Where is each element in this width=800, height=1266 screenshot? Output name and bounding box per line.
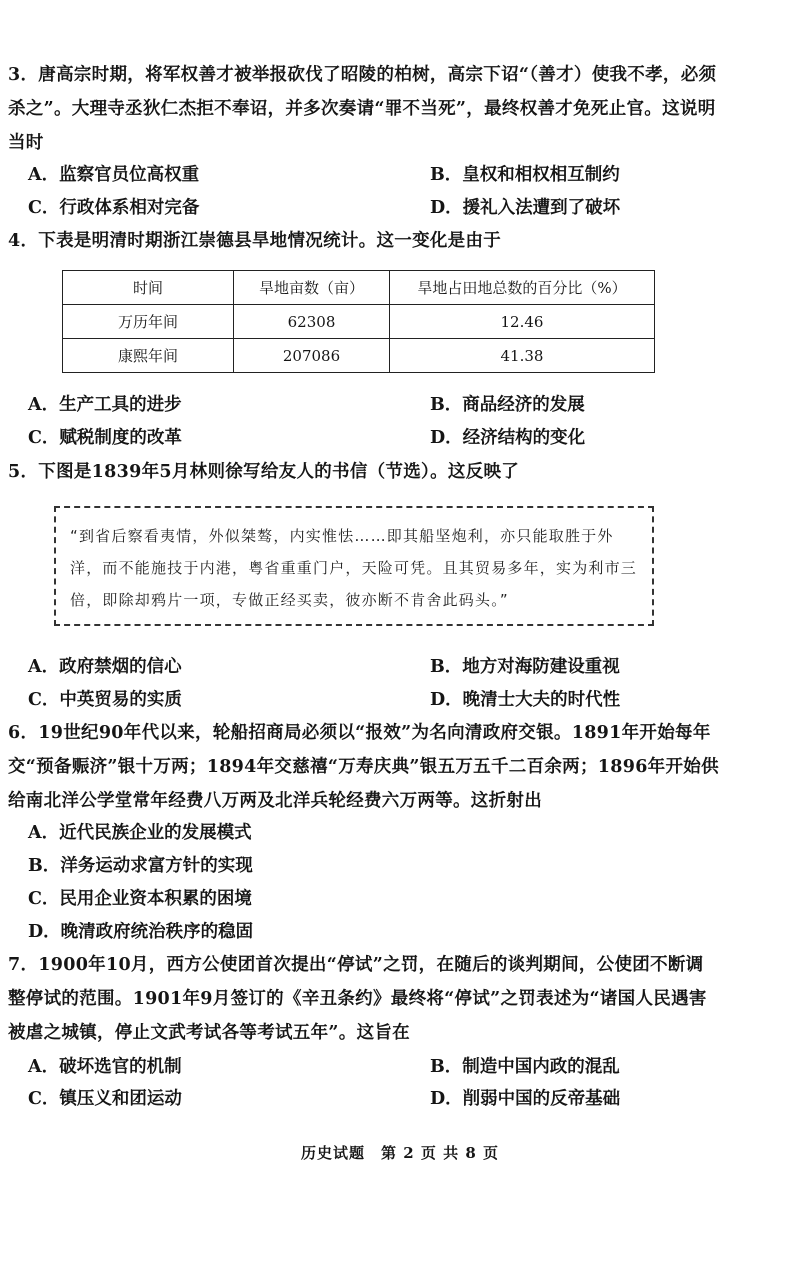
question-4-option-a: A．生产工具的进步: [28, 395, 182, 415]
question-4-option-d: D．经济结构的变化: [430, 428, 586, 448]
table-cell: 41.38: [390, 339, 655, 373]
question-4-option-b: B．商品经济的发展: [430, 395, 585, 415]
question-5-option-b: B．地方对海防建设重视: [430, 657, 620, 677]
question-5-stem: 5．下图是1839年5月林则徐写给友人的书信（节选）。这反映了: [8, 462, 520, 482]
question-3-option-d: D．援礼入法遭到了破坏: [430, 198, 621, 218]
question-6-option-b: B．洋务运动求富方针的实现: [28, 856, 253, 876]
table-header-cell: 时间: [63, 271, 234, 305]
question-5-option-a: A．政府禁烟的信心: [28, 657, 182, 677]
table-row: [63, 305, 655, 339]
table-cell: 12.46: [390, 305, 655, 339]
page-footer: 历史试题 第 2 页 共 8 页: [301, 1144, 499, 1162]
question-7-option-a: A．破坏选官的机制: [28, 1057, 182, 1077]
question-6-stem: 6．19世纪90年代以来，轮船招商局必须以“报效”为名向清政府交银。1891年开始每年交“预备赈济”银十万两；1894年交慈禧“万寿庆典”银五万五千二百余两；1896年开始供给南北洋公学堂常年经费八万两及北洋兵轮经费六万两等。这折射出: [8, 723, 719, 811]
table-cell: 207086: [234, 339, 390, 373]
question-4-option-c: C．赋税制度的改革: [28, 428, 182, 448]
question-4-stem: 4．下表是明清时期浙江崇德县旱地情况统计。这一变化是由于: [8, 231, 502, 251]
dryland-statistics-table: [62, 270, 655, 373]
table-cell: 万历年间: [63, 305, 234, 339]
letter-excerpt-box: “到省后察看夷情，外似桀骜，内实惟怯……即其船坚炮利，亦只能取胜于外洋，而不能施技于内港，粤省重重门户，天险可凭。且其贸易多年，实为利市三倍，即除却鸦片一项，专做正经买卖，彼亦断不肯舍此码头。”: [54, 506, 654, 626]
question-6-option-d: D．晚清政府统治秩序的稳固: [28, 922, 254, 942]
question-7-option-c: C．镇压义和团运动: [28, 1089, 182, 1109]
table-header-cell: 旱地亩数（亩）: [234, 271, 390, 305]
question-7-option-b: B．制造中国内政的混乱: [430, 1057, 620, 1077]
question-6-option-c: C．民用企业资本积累的困境: [28, 889, 252, 909]
question-6-option-a: A．近代民族企业的发展模式: [28, 823, 252, 843]
question-5-option-d: D．晚清士大夫的时代性: [430, 690, 621, 710]
question-3-stem: 3．唐高宗时期，将军权善才被举报砍伐了昭陵的柏树，高宗下诏“（善才）使我不孝，必须杀之”。大理寺丞狄仁杰拒不奉诏，并多次奏请“罪不当死”，最终权善才免死止官。这说明当时: [8, 65, 717, 153]
table-cell: 62308: [234, 305, 390, 339]
question-5-option-c: C．中英贸易的实质: [28, 690, 182, 710]
table-header-row: [63, 271, 655, 305]
question-7-option-d: D．削弱中国的反帝基础: [430, 1089, 621, 1109]
table-row: [63, 339, 655, 373]
question-3-option-c: C．行政体系相对完备: [28, 198, 200, 218]
table-cell: 康熙年间: [63, 339, 234, 373]
table-header-cell: 旱地占田地总数的百分比（%）: [390, 271, 655, 305]
question-7-stem: 7．1900年10月，西方公使团首次提出“停试”之罚，在随后的谈判期间，公使团不断调整停试的范围。1901年9月签订的《辛丑条约》最终将“停试”之罚表述为“诸国人民遇害被虐之城镇，停止文武考试各等考试五年”。这旨在: [8, 955, 707, 1043]
question-3-option-a: A．监察官员位高权重: [28, 165, 200, 185]
question-3-option-b: B．皇权和相权相互制约: [430, 165, 620, 185]
